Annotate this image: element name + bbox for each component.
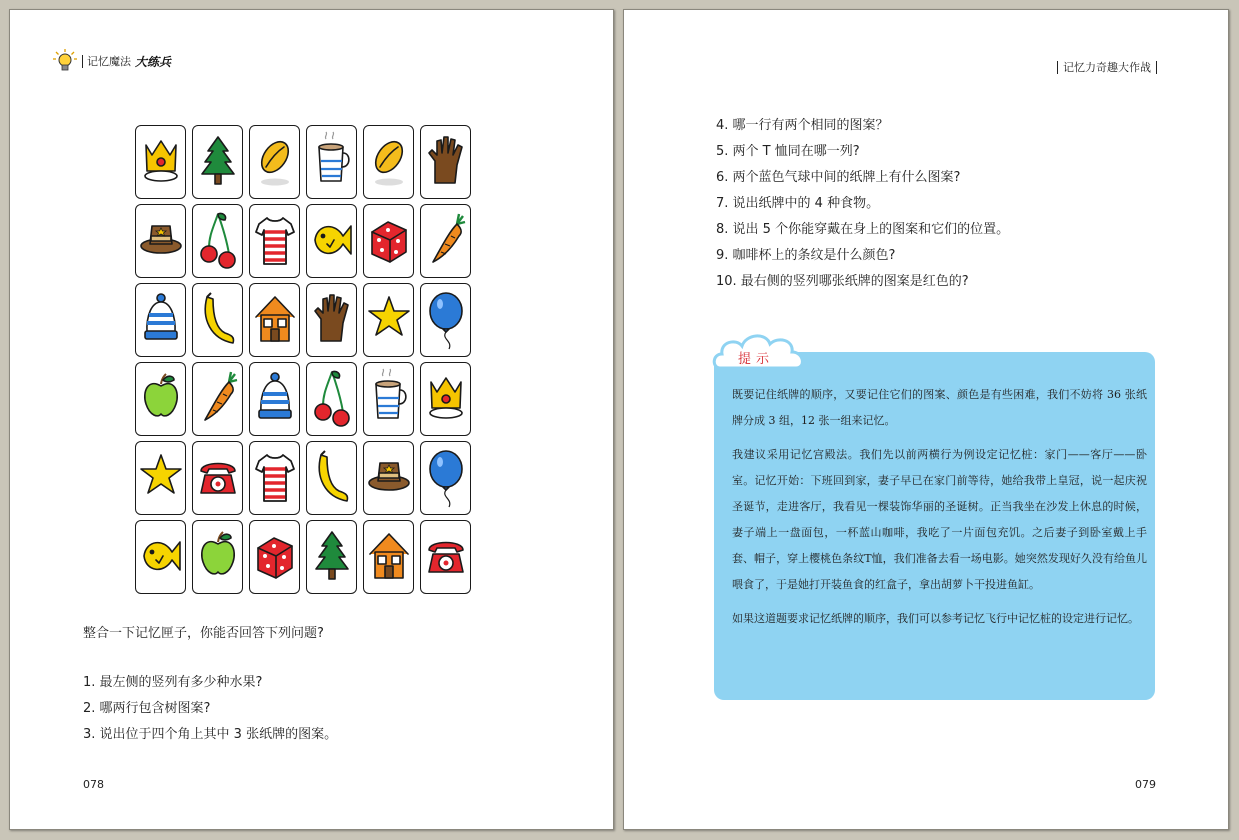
tree-icon <box>309 526 355 588</box>
house-icon <box>366 526 412 588</box>
memory-card <box>135 362 186 436</box>
header-title: 大练兵 <box>135 54 172 69</box>
prompt-text: 整合一下记忆匣子，你能否回答下列问题? <box>83 626 324 641</box>
memory-card <box>420 204 471 278</box>
memory-card <box>192 441 243 515</box>
star-icon <box>366 289 412 351</box>
question-item: 6. 两个蓝色气球中间的纸牌上有什么图案? <box>716 170 961 185</box>
question-item: 1. 最左侧的竖列有多少种水果? <box>83 675 263 690</box>
question-item: 3. 说出位于四个角上其中 3 张纸牌的图案。 <box>83 727 338 742</box>
tree-icon <box>195 131 241 193</box>
balloon-icon <box>423 447 469 509</box>
apple-icon <box>195 526 241 588</box>
memory-card <box>420 520 471 594</box>
question-item: 5. 两个 T 恤同在哪一列? <box>716 144 860 159</box>
memory-card <box>135 441 186 515</box>
bread-icon <box>366 131 412 193</box>
memory-card <box>192 204 243 278</box>
tip-paragraph: 既要记住纸牌的顺序，又要记住它们的图案、颜色是有些困难，我们不妨将 36 张纸牌分成 3 组，12 张一组来记忆。 <box>732 388 1147 427</box>
memory-card <box>192 520 243 594</box>
memory-card <box>192 362 243 436</box>
telephone-icon <box>195 447 241 509</box>
memory-card <box>192 283 243 357</box>
memory-card <box>306 520 357 594</box>
hat-icon <box>138 210 184 272</box>
memory-card <box>363 204 414 278</box>
banana-icon <box>309 447 355 509</box>
beanie-icon <box>138 289 184 351</box>
memory-card <box>306 283 357 357</box>
tip-paragraph: 我建议采用记忆宫殿法。我们先以前两横行为例设定记忆桩：家门——客厅——卧室。记忆开始：下班回到家，妻子早已在家门前等待，她给我带上皇冠，说一起庆祝圣诞节，走进客厅，我看见一棵装饰华丽的圣诞树。正当我坐在沙发上休息的时候，妻子端上一盘面包，一杯蓝山咖啡，我吃了一片面包充饥。之后妻子到卧室戴上手套、帽子，穿上樱桃色条纹T恤，我们准备去看一场电影。她突然发现好久没有给鱼儿喂食了，于是她打开装鱼食的红盒子，拿出胡萝卜干投进鱼缸。 <box>732 448 1147 591</box>
question-item: 10. 最右侧的竖列哪张纸牌的图案是红色的? <box>716 274 969 289</box>
header-divider <box>1156 61 1157 74</box>
coffee-cup-icon <box>366 368 412 430</box>
banana-icon <box>195 289 241 351</box>
question-item: 7. 说出纸牌中的 4 种食物。 <box>716 196 880 211</box>
house-icon <box>252 289 298 351</box>
memory-card <box>249 520 300 594</box>
balloon-icon <box>423 289 469 351</box>
cherry-icon <box>309 368 355 430</box>
dice-icon <box>366 210 412 272</box>
memory-card <box>192 125 243 199</box>
memory-card <box>363 125 414 199</box>
left-page <box>9 9 614 830</box>
memory-card <box>363 283 414 357</box>
left-header <box>52 48 171 74</box>
memory-card <box>135 204 186 278</box>
memory-card <box>135 283 186 357</box>
t-shirt-icon <box>252 210 298 272</box>
question-item: 4. 哪一行有两个相同的图案？ <box>716 118 889 133</box>
lightbulb-icon <box>52 48 78 74</box>
star-icon <box>138 447 184 509</box>
memory-card <box>306 441 357 515</box>
tip-paragraph: 如果这道题要求记忆纸牌的顺序，我们可以参考记忆飞行中记忆桩的设定进行记忆。 <box>732 612 1139 625</box>
question-item: 2. 哪两行包含树图案? <box>83 701 211 716</box>
memory-card <box>249 441 300 515</box>
glove-icon <box>423 131 469 193</box>
tip-title: 提示 <box>738 352 775 367</box>
memory-card <box>363 520 414 594</box>
memory-card <box>420 362 471 436</box>
question-item: 8. 说出 5 个你能穿戴在身上的图案和它们的位置。 <box>716 222 1010 237</box>
memory-card <box>249 125 300 199</box>
carrot-icon <box>195 368 241 430</box>
carrot-icon <box>423 210 469 272</box>
memory-card <box>420 125 471 199</box>
memory-card <box>135 125 186 199</box>
header-divider <box>82 55 83 68</box>
right-page <box>623 9 1229 830</box>
beanie-icon <box>252 368 298 430</box>
header-series: 记忆魔法 <box>87 55 131 68</box>
question-list-left <box>83 674 337 752</box>
dice-icon <box>252 526 298 588</box>
memory-card <box>135 520 186 594</box>
fish-icon <box>309 210 355 272</box>
memory-card <box>306 362 357 436</box>
memory-card <box>420 441 471 515</box>
page-number-left: 078 <box>83 778 104 791</box>
t-shirt-icon <box>252 447 298 509</box>
crown-icon <box>138 131 184 193</box>
memory-card <box>249 362 300 436</box>
page-number-right: 079 <box>1135 778 1156 791</box>
memory-card <box>249 283 300 357</box>
coffee-cup-icon <box>309 131 355 193</box>
question-item: 9. 咖啡杯上的条纹是什么颜色? <box>716 248 896 263</box>
hat-icon <box>366 447 412 509</box>
memory-card <box>363 441 414 515</box>
memory-card <box>306 204 357 278</box>
crown-icon <box>423 368 469 430</box>
question-list-right <box>716 117 1009 299</box>
apple-icon <box>138 368 184 430</box>
bread-icon <box>252 131 298 193</box>
glove-icon <box>309 289 355 351</box>
tip-body <box>732 382 1147 640</box>
cherry-icon <box>195 210 241 272</box>
memory-card <box>420 283 471 357</box>
right-header <box>1052 59 1162 75</box>
telephone-icon <box>423 526 469 588</box>
fish-icon <box>138 526 184 588</box>
memory-card <box>306 125 357 199</box>
header-divider <box>1057 61 1058 74</box>
memory-card <box>363 362 414 436</box>
memory-card <box>249 204 300 278</box>
card-grid <box>135 125 471 594</box>
header-title: 记忆力奇趣大作战 <box>1063 61 1151 74</box>
